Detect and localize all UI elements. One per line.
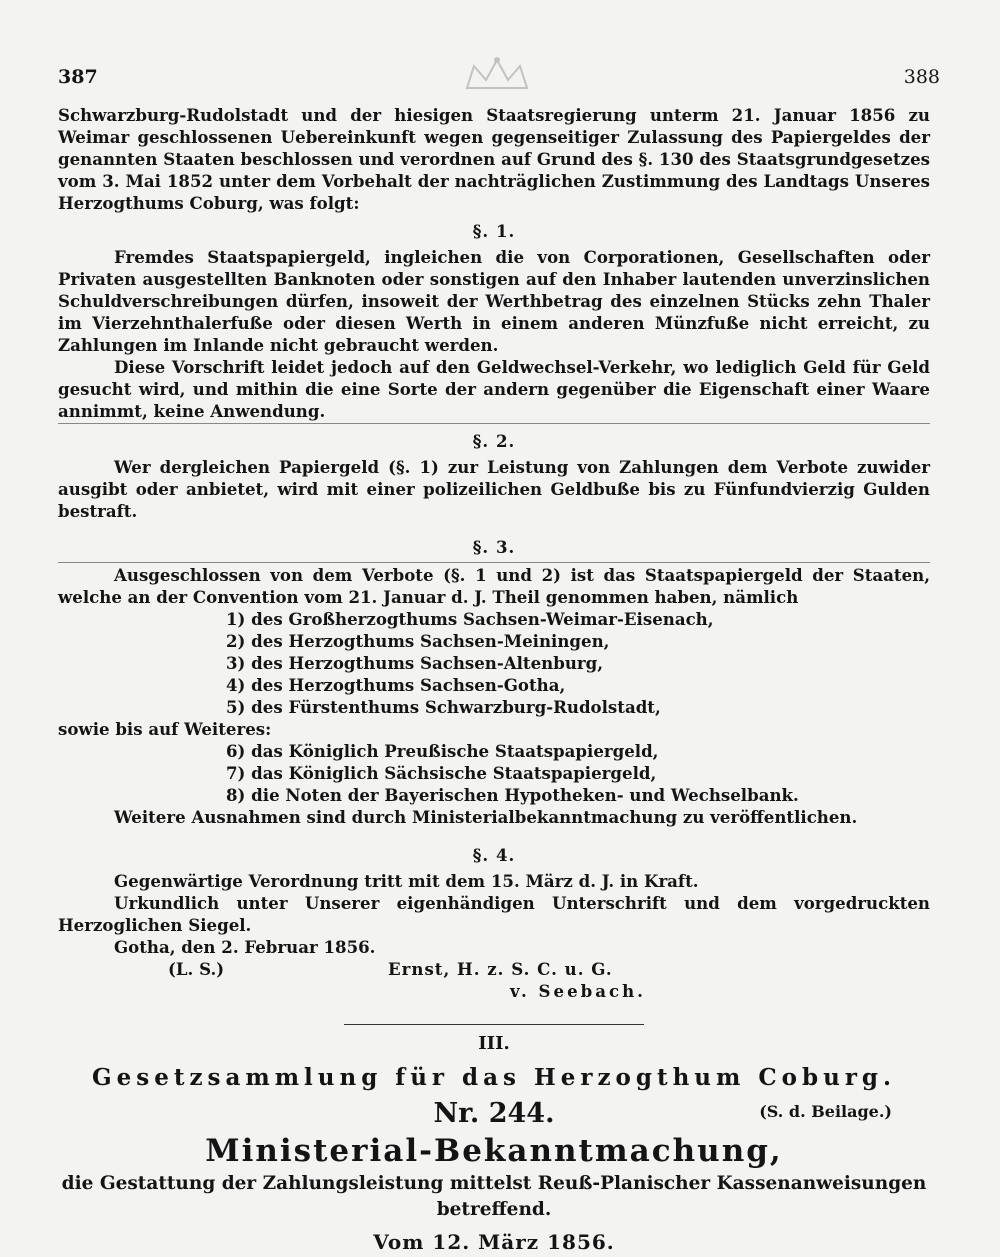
betreffend-line: betreffend. [436, 1199, 552, 1220]
further-exempt-list [226, 740, 930, 806]
section-4-paragraph-2: Urkundlich unter Unserer eigenhändigen Unterschrift und dem vorgedruckten Herzoglichen Siegel. [58, 893, 930, 935]
section-4-paragraph-1: Gegenwärtige Verordnung tritt mit dem 15. März d. J. in Kraft. [114, 871, 699, 891]
seal-mark: (L. S.) [168, 959, 225, 979]
divider [58, 423, 930, 424]
divider [58, 562, 930, 563]
list-item: 6) das Königlich Preußische Staatspapiergeld, [226, 741, 659, 761]
section-2-heading: §. 2. [472, 431, 516, 451]
section-2-paragraph: Wer dergleichen Papiergeld (§. 1) zur Leistung von Zahlungen dem Verbote zuwider ausgibt oder anbietet, wird mit einer polizeilichen Geldbuße bis zu Fünfundvierzig Gulden bestraft. [58, 457, 930, 521]
signature-seebach: v. Seebach. [510, 981, 646, 1001]
countersignature-row [58, 980, 930, 1002]
list-item: 2) des Herzogthums Sachsen-Meiningen, [226, 631, 610, 651]
page-number-right: 388 [903, 66, 940, 88]
section-3-paragraph: Ausgeschlossen von dem Verbote (§. 1 und 2) ist das Staatspapiergeld der Staaten, welche an der Convention vom 21. Januar d. J. Theil genommen haben, nämlich [58, 565, 930, 607]
section-1-paragraph-1: Fremdes Staatspapiergeld, ingleichen die von Corporationen, Gesellschaften oder Privaten ausgestellten Banknoten oder sonstigen auf den Inhaber lautenden unverzinslichen Schuldverschreibungen dürfen, insoweit der Werthbetrag des einzelnen Stücks zehn Thaler im Vierzehnthalerfuße oder diesen Werth in einem anderen Münzfuße nicht erreicht, zu Zahlungen im Inlande nicht gebraucht werden. [58, 247, 930, 355]
issue-number: Nr. 244. [433, 1098, 555, 1129]
supplement-reference: (S. d. Beilage.) [759, 1102, 892, 1121]
announcement-title: Ministerial-Bekanntmachung, [205, 1133, 783, 1169]
collection-title: Gesetzsammlung für das Herzogthum Coburg. [91, 1064, 897, 1091]
list-item: 5) des Fürstenthums Schwarzburg-Rudolstadt, [226, 697, 661, 717]
section-4-heading: §. 4. [472, 845, 516, 865]
place-date-line: Gotha, den 2. Februar 1856. [114, 937, 376, 957]
part-number: III. [478, 1033, 510, 1054]
signature-ernst: Ernst, H. z. S. C. u. G. [388, 959, 613, 979]
intro-paragraph: Schwarzburg-Rudolstadt und der hiesigen Staatsregierung unterm 21. Januar 1856 zu Weimar geschlossenen Uebereinkunft wegen gegenseitiger Zulassung des Papiergeldes der genannten Staaten beschlossen und verordnen auf Grund des §. 130 des Staatsgrundgesetzes vom 3. Mai 1852 unter dem Vorbehalt der nachträglichen Zustimmung des Landtags Unseres Herzogthums Coburg, was folgt: [58, 105, 930, 213]
list-item: 8) die Noten der Bayerischen Hypotheken- und Wechselbank. [226, 785, 799, 805]
sowie-line: sowie bis auf Weiteres: [58, 719, 272, 739]
list-item: 7) das Königlich Sächsische Staatspapiergeld, [226, 763, 657, 783]
list-item: 3) des Herzogthums Sachsen-Altenburg, [226, 653, 604, 673]
announcement-date: Vom 12. März 1856. [373, 1230, 615, 1254]
section-1-paragraph-2: Diese Vorschrift leidet jedoch auf den Geldwechsel-Verkehr, wo lediglich Geld für Geld gesucht wird, und mithin die eine Sorte der andern gegenüber die Eigenschaft einer Waare annimmt, keine Anwendung. [58, 357, 930, 421]
further-exceptions-line: Weitere Ausnahmen sind durch Ministerialbekanntmachung zu veröffentlichen. [114, 807, 858, 827]
list-item: 1) des Großherzogthums Sachsen-Weimar-Eisenach, [226, 609, 714, 629]
section-1-heading: §. 1. [472, 221, 516, 241]
signature-row [58, 958, 930, 980]
page-number-left: 387 [58, 66, 98, 88]
exempt-states-list [226, 608, 930, 718]
separator-line [344, 1024, 644, 1025]
list-item: 4) des Herzogthums Sachsen-Gotha, [226, 675, 566, 695]
document-body [58, 104, 930, 1257]
announcement-subtitle: die Gestattung der Zahlungsleistung mittelst Reuß-Planischer Kassenanweisungen [61, 1173, 927, 1194]
section-3-heading: §. 3. [472, 537, 516, 557]
crown-watermark-icon [462, 56, 532, 92]
